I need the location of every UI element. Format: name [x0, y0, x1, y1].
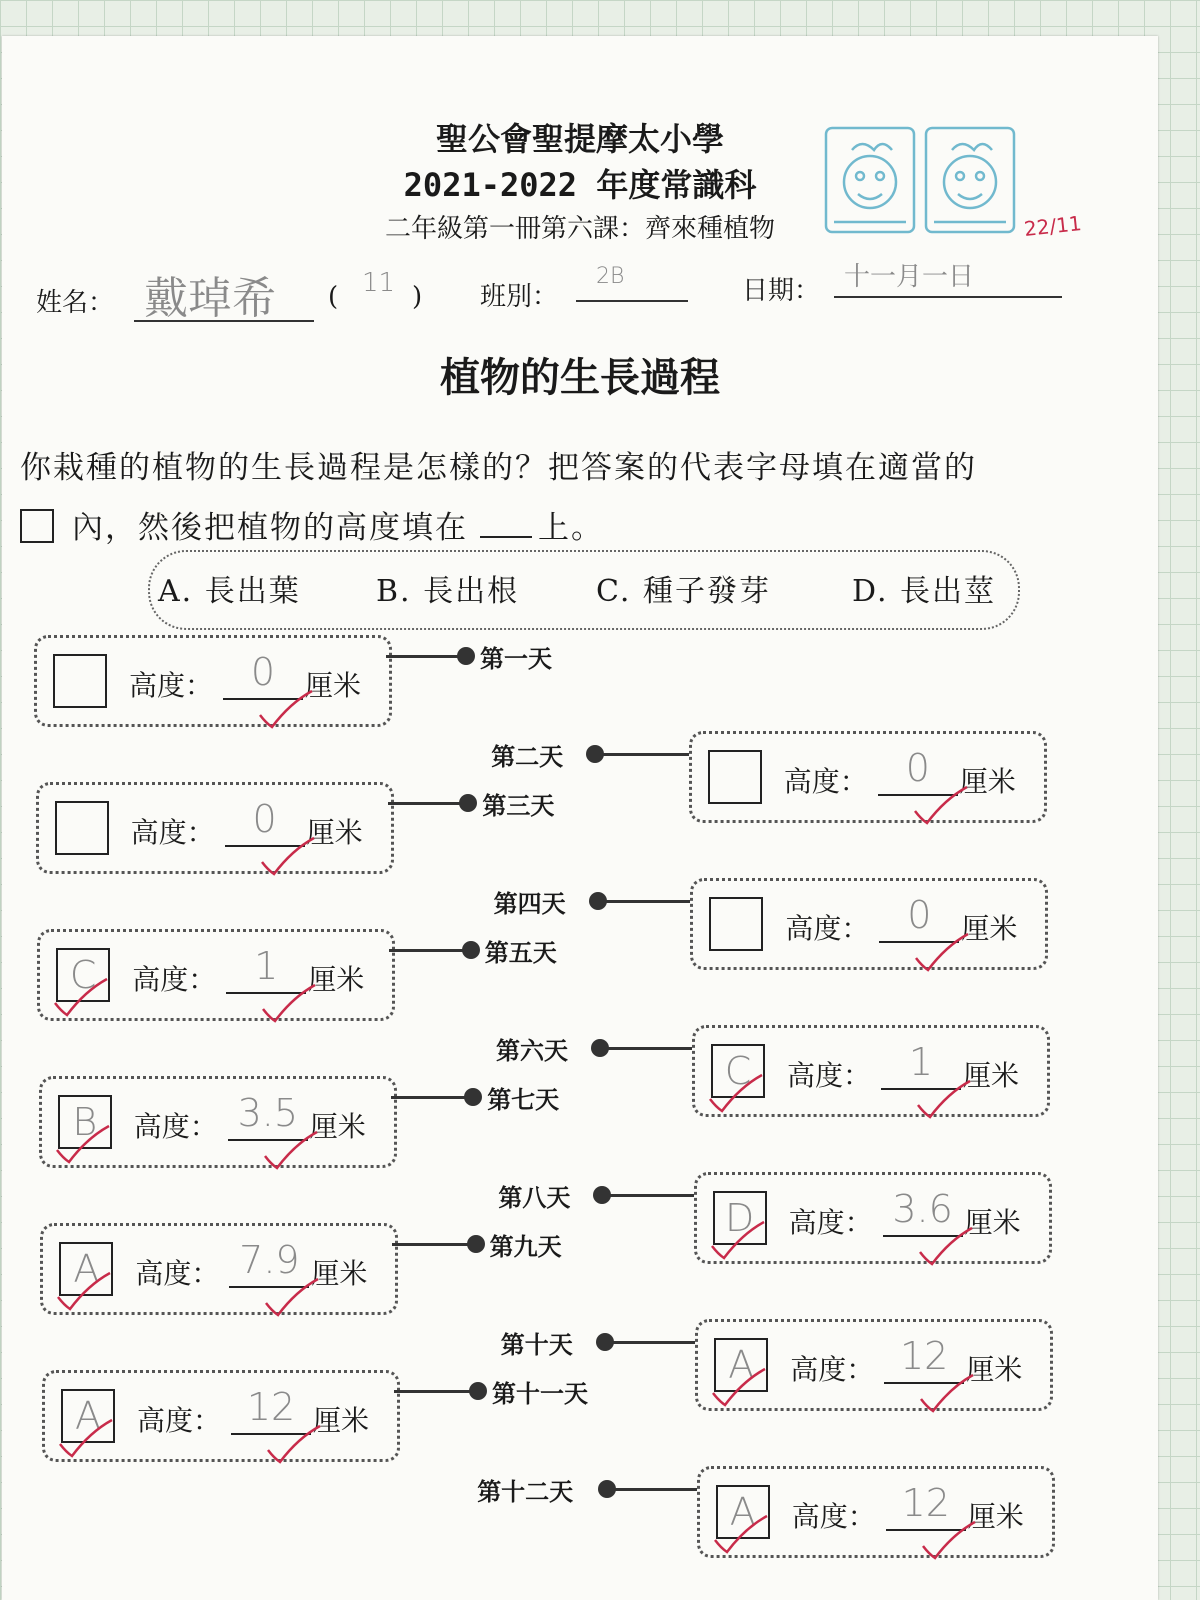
red-check-icon [54, 1271, 114, 1311]
timeline-dot-icon [459, 794, 477, 812]
unit-label: 厘米 [305, 669, 362, 702]
instruction-line-1: 你栽種的植物的生長過程是怎樣的？把答案的代表字母填在適當的 [20, 450, 977, 486]
unit-label: 厘米 [967, 1499, 1024, 1533]
worksheet-page [2, 36, 1158, 1600]
day-label: 第九天 [489, 1232, 562, 1261]
height-value[interactable]: 12 [901, 1480, 950, 1525]
height-label: 高度： [791, 1499, 876, 1533]
instruction [20, 438, 1140, 558]
height-value[interactable]: 3.6 [892, 1186, 953, 1231]
letter-answer-box[interactable]: D [713, 1191, 767, 1245]
timeline-dot-icon [464, 1088, 482, 1106]
height-label: 高度： [790, 1352, 875, 1386]
red-check-icon [53, 1124, 113, 1164]
height-value[interactable]: 7.9 [239, 1238, 300, 1282]
unit-label: 厘米 [959, 764, 1016, 798]
timeline-dot-icon [593, 1186, 611, 1204]
timeline-connector [602, 1194, 693, 1197]
red-check-icon [711, 1514, 771, 1554]
timeline-dot-icon [591, 1039, 609, 1057]
date-value: 十一月一日 [844, 262, 975, 292]
blank-line-icon [480, 510, 532, 538]
date-underline [834, 294, 1062, 298]
red-check-icon [706, 1073, 766, 1113]
timeline-dot-icon [589, 892, 607, 910]
red-check-icon [916, 1226, 976, 1266]
day-label: 第六天 [496, 1035, 568, 1065]
height-label: 高度： [788, 1205, 873, 1239]
day-label: 第十一天 [492, 1379, 588, 1408]
red-check-icon [256, 689, 316, 729]
answer-box-icon [20, 509, 54, 543]
day-card [36, 782, 394, 874]
school-name: 聖公會聖提摩太小學 [435, 120, 724, 158]
unit-label: 厘米 [313, 1404, 370, 1437]
height-value[interactable]: 1 [908, 1039, 934, 1084]
red-check-icon [912, 932, 972, 972]
timeline-connector [386, 655, 466, 658]
timeline-connector [388, 802, 469, 805]
day-card [689, 731, 1047, 823]
timeline-dot-icon [462, 941, 480, 959]
class-value: 2B [596, 264, 625, 289]
unit-label: 厘米 [964, 1205, 1021, 1239]
name-value: 戴琸希 [144, 273, 276, 324]
height-value[interactable]: 3.5 [237, 1091, 299, 1135]
red-check-icon [261, 1130, 321, 1170]
height-value[interactable]: 0 [252, 797, 277, 841]
height-value[interactable]: 12 [900, 1333, 949, 1378]
height-value[interactable]: 0 [905, 745, 930, 790]
letter-answer-box[interactable] [709, 897, 763, 951]
height-label: 高度： [787, 1058, 872, 1092]
red-check-icon [258, 836, 318, 876]
timeline-connector [595, 753, 689, 756]
option-a: A. 長出葉 [158, 574, 301, 609]
year-subject: 2021-2022 年度常識科 [403, 166, 757, 204]
day-card [34, 635, 392, 727]
height-label: 高度： [132, 963, 217, 996]
letter-answer-box[interactable]: A [61, 1389, 115, 1443]
day-card [690, 878, 1048, 970]
day-label: 第一天 [480, 644, 552, 673]
letter-answer-box[interactable]: A [59, 1242, 113, 1296]
height-label: 高度： [129, 669, 214, 702]
day-label: 第十天 [500, 1329, 573, 1359]
option-c: C. 種子發芽 [596, 574, 771, 609]
teacher-date-mark: 22/11 [1022, 211, 1083, 241]
red-check-icon [708, 1220, 768, 1260]
day-label: 第五天 [484, 938, 557, 967]
lesson-title: 二年級第一冊第六課：齊來種植物 [384, 214, 775, 244]
red-check-icon [262, 1277, 322, 1317]
red-check-icon [259, 983, 319, 1023]
timeline-connector [391, 1096, 473, 1099]
sanrio-stamp-icon [822, 120, 1018, 248]
timeline-connector [394, 1390, 478, 1393]
day-label: 第八天 [498, 1182, 571, 1212]
timeline-dot-icon [598, 1480, 616, 1498]
unit-label: 厘米 [308, 963, 365, 996]
letter-answer-box[interactable] [55, 801, 109, 855]
height-label: 高度： [133, 1110, 218, 1143]
height-value[interactable]: 12 [246, 1385, 296, 1429]
day-label: 第四天 [493, 888, 566, 918]
instruction-line-2: 內，然後把植物的高度填在 上。 [20, 498, 1140, 558]
day-label: 第七天 [487, 1085, 560, 1114]
height-value[interactable]: 0 [250, 650, 276, 694]
class-underline [576, 298, 688, 302]
timeline-dot-icon [467, 1235, 485, 1253]
date-label: 日期： [742, 276, 821, 306]
height-label: 高度： [785, 911, 870, 945]
day-label: 第三天 [482, 791, 555, 820]
height-label: 高度： [783, 764, 868, 798]
timeline-dot-icon [469, 1382, 487, 1400]
timeline-connector [392, 1243, 475, 1246]
red-check-icon [911, 785, 971, 825]
day-label: 第二天 [491, 741, 564, 771]
letter-answer-box[interactable]: B [58, 1095, 112, 1149]
red-check-icon [264, 1424, 324, 1464]
letter-answer-box[interactable] [708, 750, 762, 804]
height-value[interactable]: 0 [907, 892, 932, 937]
letter-answer-box[interactable]: A [716, 1485, 770, 1539]
unit-label: 厘米 [963, 1058, 1020, 1092]
red-check-icon [917, 1373, 977, 1413]
timeline-dot-icon [457, 647, 475, 665]
unit-label: 厘米 [306, 816, 363, 849]
height-label: 高度： [135, 1257, 220, 1290]
timeline-connector [600, 1047, 692, 1050]
red-check-icon [709, 1367, 769, 1407]
timeline-connector [605, 1341, 695, 1344]
height-value[interactable]: 1 [254, 944, 279, 988]
option-b: B. 長出根 [376, 574, 520, 609]
red-check-icon [919, 1520, 979, 1560]
timeline-connector [607, 1488, 697, 1491]
red-check-icon [56, 1418, 116, 1458]
letter-answer-box[interactable] [53, 654, 107, 708]
number-close: ) [412, 282, 423, 312]
unit-label: 厘米 [311, 1257, 368, 1290]
option-d: D. 長出莖 [852, 574, 997, 609]
number-value: 11 [362, 268, 396, 298]
timeline-connector [389, 949, 471, 952]
unit-label: 厘米 [961, 911, 1018, 945]
unit-label: 厘米 [309, 1110, 366, 1143]
unit-label: 厘米 [966, 1352, 1023, 1386]
letter-answer-box[interactable]: C [711, 1044, 765, 1098]
timeline-dot-icon [586, 745, 604, 763]
letter-answer-box[interactable]: C [56, 948, 110, 1002]
red-check-icon [914, 1079, 974, 1119]
number-open: ( [328, 282, 339, 312]
options-box [148, 550, 1020, 630]
timeline-connector [598, 900, 691, 903]
day-label: 第十二天 [477, 1476, 574, 1506]
timeline-dot-icon [596, 1333, 614, 1351]
class-label: 班別： [480, 282, 559, 312]
letter-answer-box[interactable]: A [714, 1338, 768, 1392]
height-label: 高度： [137, 1404, 222, 1437]
height-label: 高度： [130, 816, 215, 849]
worksheet-title: 植物的生長過程 [440, 354, 720, 401]
red-check-icon [51, 977, 111, 1017]
name-label: 姓名： [36, 288, 115, 318]
